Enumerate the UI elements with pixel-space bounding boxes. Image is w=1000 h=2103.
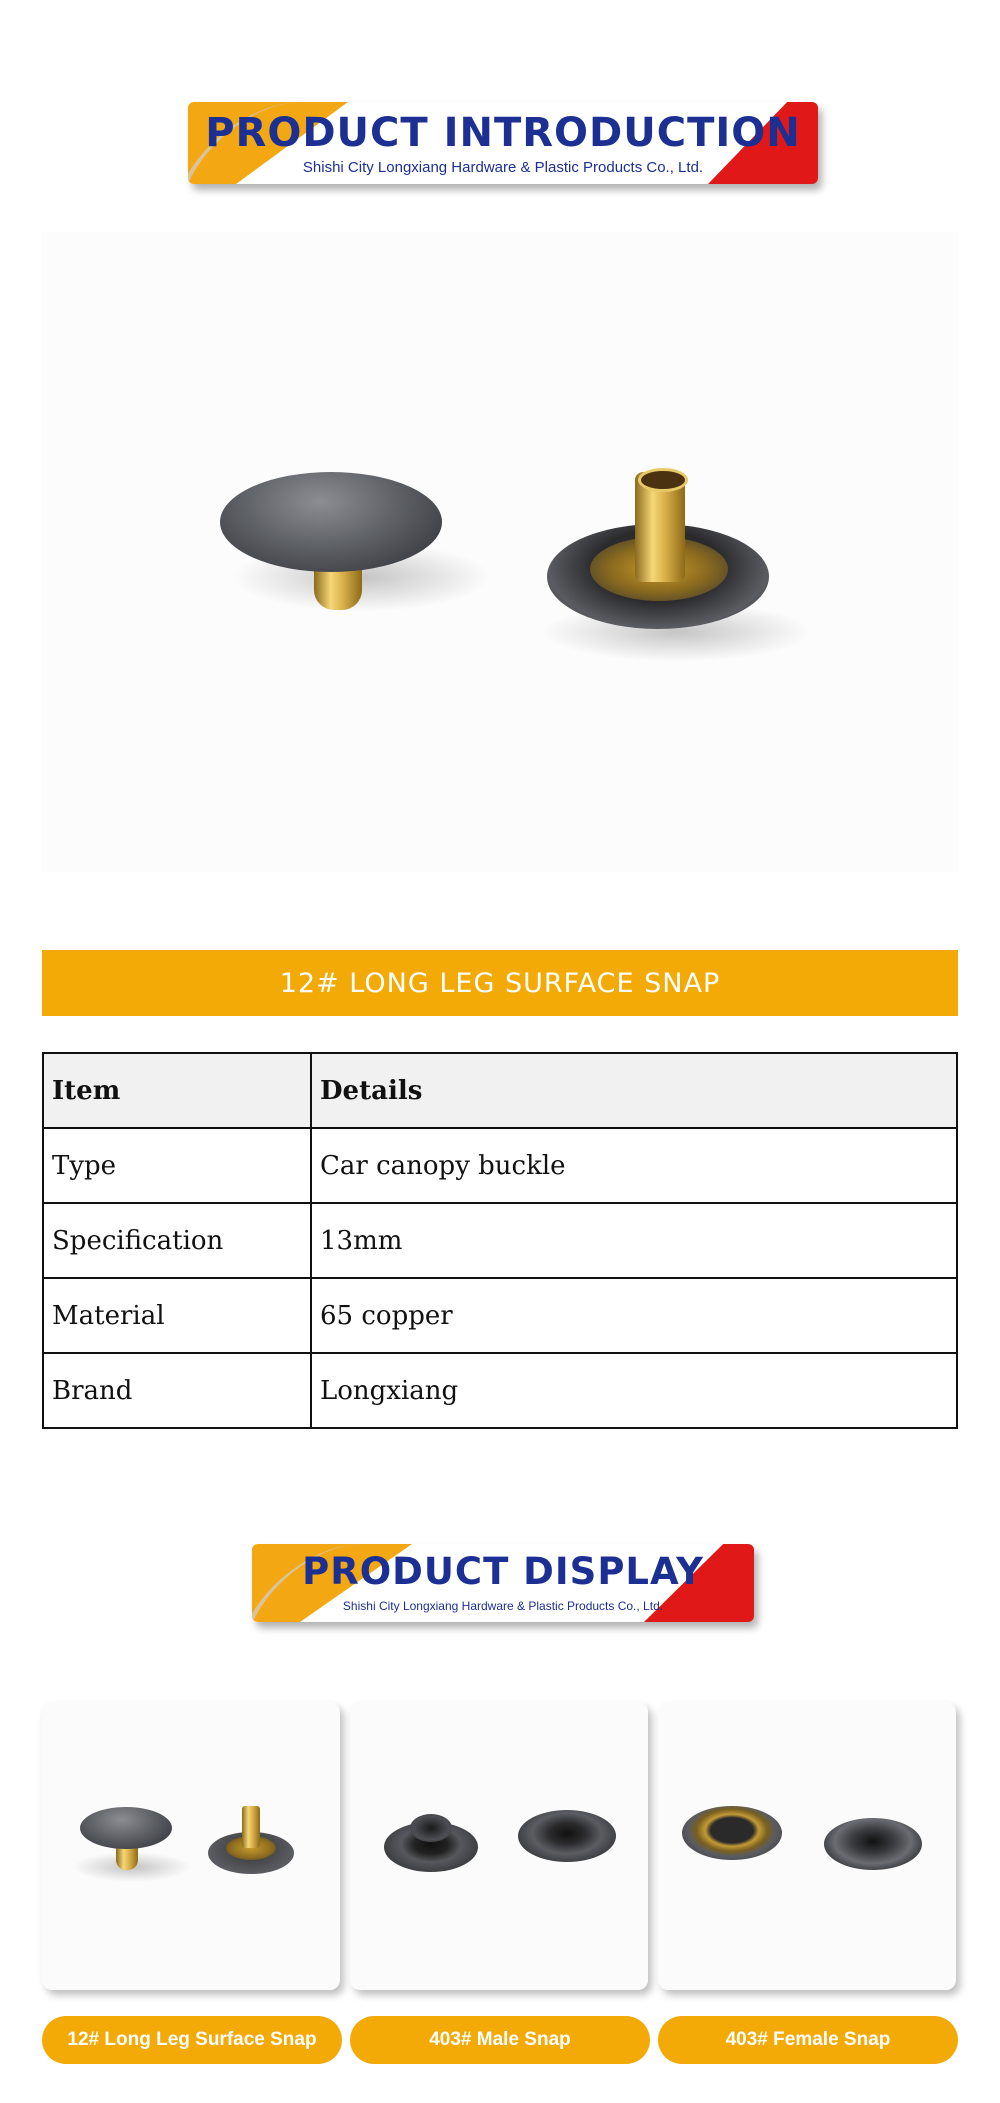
table-row (43, 1353, 957, 1428)
product-title-bar: 12# LONG LEG SURFACE SNAP (42, 950, 958, 1016)
female-snap-front (682, 1806, 782, 1860)
spec-table (42, 1052, 958, 1429)
display-label-female-snap[interactable]: 403# Female Snap (658, 2016, 958, 2064)
male-snap-back (518, 1810, 616, 1862)
row-details: 13mm (311, 1203, 957, 1278)
hero-product-image (42, 232, 958, 872)
banner-subtitle: Shishi City Longxiang Hardware & Plastic Products Co., Ltd. (302, 159, 704, 176)
banner-subtitle: Shishi City Longxiang Hardware & Plastic Products Co., Ltd. (342, 1599, 664, 1613)
product-display-banner (252, 1544, 754, 1622)
table-header-row (43, 1053, 957, 1128)
header-item: Item (43, 1053, 311, 1128)
banner-title: PRODUCT INTRODUCTION (205, 110, 801, 156)
row-item: Material (43, 1278, 311, 1353)
snap-cap-top (80, 1807, 172, 1849)
row-item: Specification (43, 1203, 311, 1278)
row-item: Brand (43, 1353, 311, 1428)
display-card-male-snap[interactable] (350, 1702, 648, 1990)
table-row (43, 1128, 957, 1203)
banner-title: PRODUCT DISPLAY (302, 1550, 704, 1593)
snap-tube-opening (638, 468, 688, 492)
row-details: Car canopy buckle (311, 1128, 957, 1203)
table-row (43, 1278, 957, 1353)
row-details: Longxiang (311, 1353, 957, 1428)
male-snap-post (410, 1814, 452, 1842)
snap-cap-top (220, 472, 442, 572)
table-row (43, 1203, 957, 1278)
display-card-female-snap[interactable] (658, 1702, 956, 1990)
display-card-long-leg-surface-snap[interactable] (42, 1702, 340, 1990)
product-introduction-banner (188, 102, 818, 184)
female-snap-back (824, 1818, 922, 1870)
row-item: Type (43, 1128, 311, 1203)
display-label-male-snap[interactable]: 403# Male Snap (350, 2016, 650, 2064)
display-label-long-leg-surface-snap[interactable]: 12# Long Leg Surface Snap (42, 2016, 342, 2064)
row-details: 65 copper (311, 1278, 957, 1353)
header-details: Details (311, 1053, 957, 1128)
snap-base-tube (242, 1806, 260, 1848)
